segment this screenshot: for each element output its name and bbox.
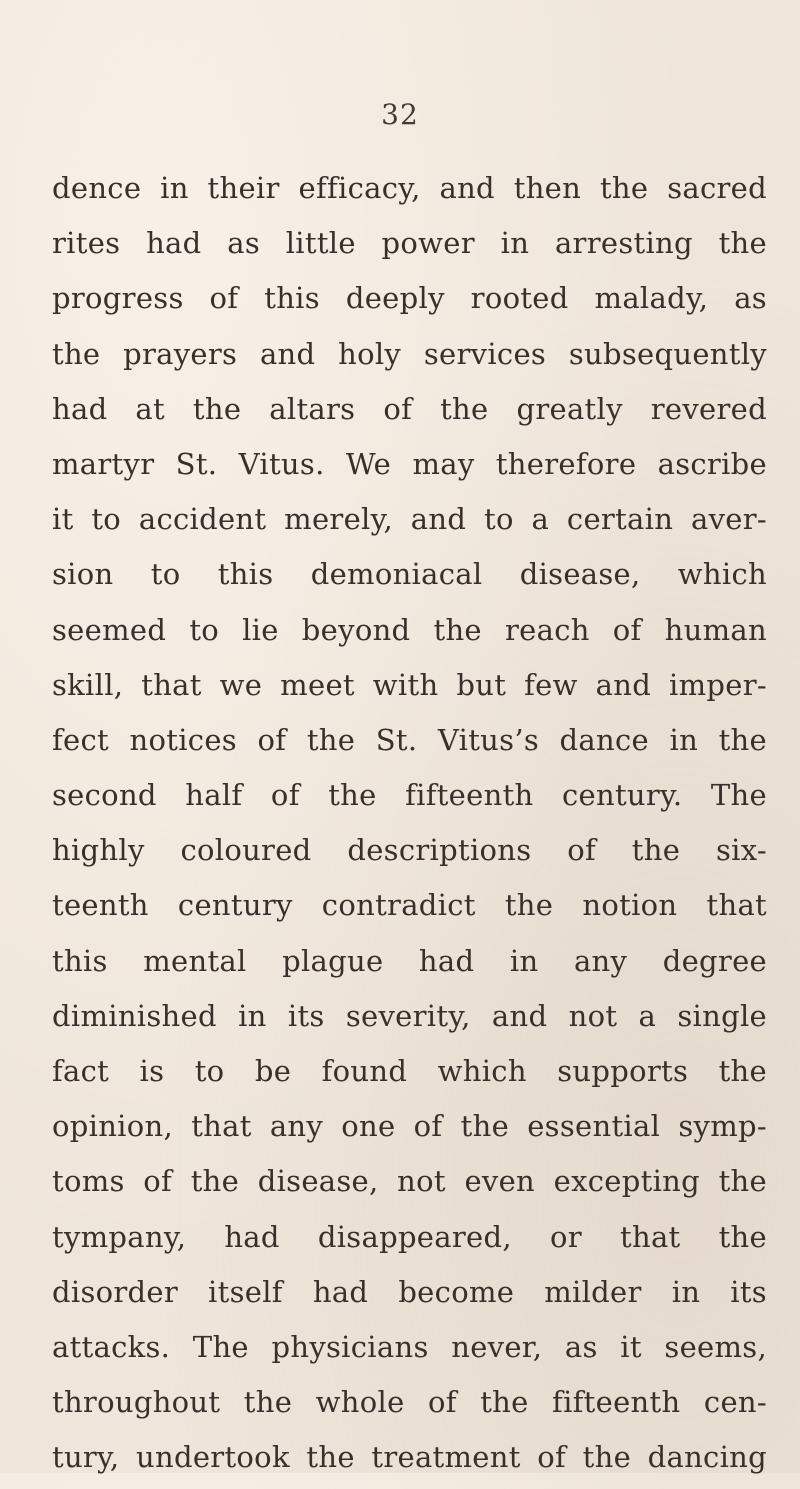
text-line: throughout the whole of the fifteenth cen-: [52, 1385, 767, 1420]
text-line: tury, undertook the treatment of the dancing: [52, 1440, 767, 1475]
text-line: attacks. The physicians never, as it seems,: [52, 1329, 767, 1364]
text-line: fact is to be found which supports the: [52, 1054, 767, 1088]
text-line: seemed to lie beyond the reach of human: [52, 612, 767, 647]
text-line: second half of the fifteenth century. The: [52, 778, 767, 813]
text-line: had at the altars of the greatly revered: [52, 391, 767, 426]
text-line: rites had as little power in arresting the: [52, 226, 767, 261]
text-line: fect notices of the St. Vitus’s dance in the: [52, 722, 767, 757]
text-line: disorder itself had become milder in its: [52, 1274, 767, 1309]
body-text: [52, 164, 767, 1489]
text-line: it to accident merely, and to a certain aver-: [52, 502, 767, 537]
text-line: teenth century contradict the notion that: [52, 888, 767, 923]
text-line: martyr St. Vitus. We may therefore ascribe: [52, 446, 767, 481]
text-line: progress of this deeply rooted malady, as: [52, 281, 767, 316]
text-line: skill, that we meet with but few and imper-: [52, 667, 767, 702]
text-line: dence in their efficacy, and then the sacred: [52, 171, 767, 205]
text-line: the prayers and holy services subsequently: [52, 336, 767, 371]
text-line: opinion, that any one of the essential symp-: [52, 1109, 767, 1144]
text-line: tympany, had disappeared, or that the: [52, 1219, 767, 1254]
text-line: toms of the disease, not even excepting the: [52, 1164, 767, 1199]
text-line: sion to this demoniacal disease, which: [52, 557, 767, 592]
text-line: diminished in its severity, and not a single: [52, 998, 767, 1033]
text-line: this mental plague had in any degree: [52, 943, 767, 978]
text-line: highly coloured descriptions of the six-: [52, 833, 767, 868]
page-number: 32: [381, 98, 419, 131]
